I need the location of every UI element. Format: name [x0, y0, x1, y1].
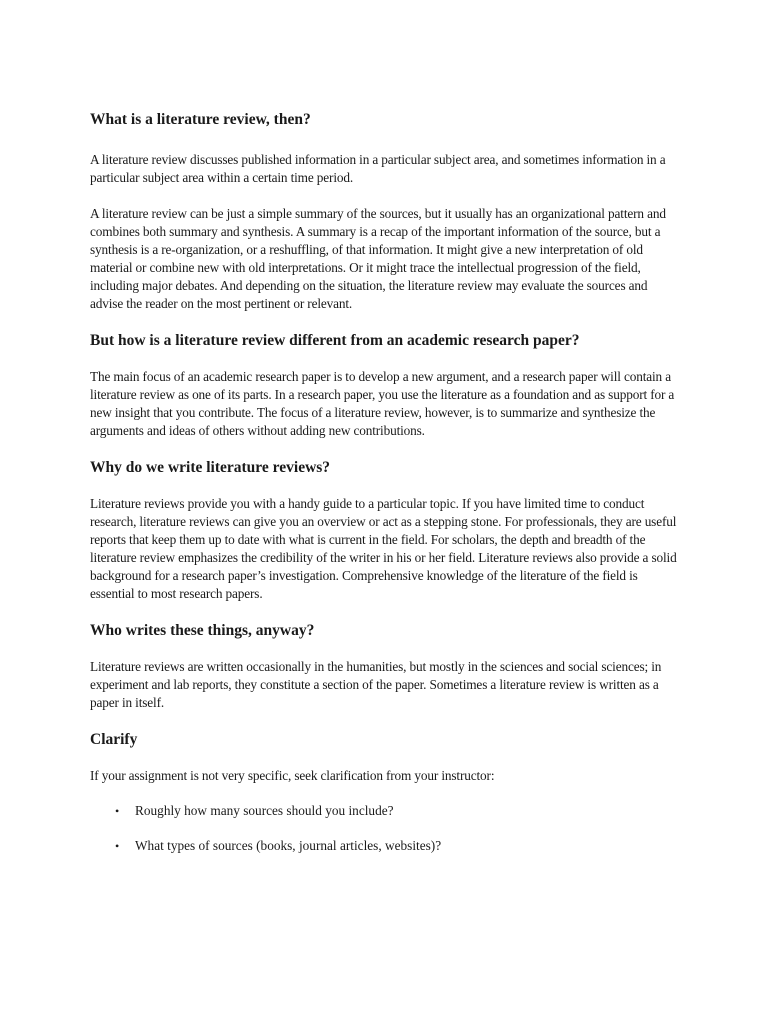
list-item-text: Roughly how many sources should you include?: [135, 803, 394, 818]
paragraph: The main focus of an academic research paper is to develop a new argument, and a research paper will contain a literature review as one of its parts. In a research paper, you use the literature as a foundation and as support for a new insight that you contribute. The focus of a literature review, however, is to summarize and synthesize the arguments and ideas of others without adding new contributions.: [90, 369, 675, 438]
list-item: [90, 837, 682, 855]
section-heading-why-write: Why do we write literature reviews?: [90, 459, 331, 476]
section-heading-clarify: Clarify: [90, 731, 138, 748]
paragraph: A literature review can be just a simple summary of the sources, but it usually has an organizational pattern and combines both summary and synthesis. A summary is a recap of the important information of the source, but a synthesis is a re-organization, or a reshuffling, of that information. It might give a new interpretation of old material or combine new with old interpretations. Or it might trace the intellectual progression of the field, including major debates. And depending on the situation, the literature review may evaluate the sources and advise the reader on the most pertinent or relevant.: [90, 206, 666, 311]
list-item: [90, 802, 682, 820]
paragraph: A literature review discusses published information in a particular subject area, and sometimes information in a particular subject area within a certain time period.: [90, 152, 666, 185]
bullet-list: [90, 802, 682, 855]
section-heading-how-different: But how is a literature review different from an academic research paper?: [90, 332, 580, 349]
document-page: [90, 110, 682, 855]
list-item-text: What types of sources (books, journal articles, websites)?: [135, 838, 442, 853]
paragraph: Literature reviews provide you with a handy guide to a particular topic. If you have limited time to conduct research, literature reviews can give you an overview or act as a stepping stone. For professionals, they are useful reports that keep them up to date with what is current in the field. For scholars, the depth and breadth of the literature review emphasizes the credibility of the writer in his or her field. Literature reviews also provide a solid background for a research paper’s investigation. Comprehensive knowledge of the literature of the field is essential to most research papers.: [90, 496, 677, 601]
bullet-icon: •: [115, 804, 120, 818]
bullet-icon: •: [115, 839, 120, 853]
paragraph: If your assignment is not very specific, seek clarification from your instructor:: [90, 768, 495, 783]
paragraph: Literature reviews are written occasionally in the humanities, but mostly in the sciences and social sciences; in experiment and lab reports, they constitute a section of the paper. Sometimes a literature review is written as a paper in itself.: [90, 659, 662, 710]
section-heading-who-writes: Who writes these things, anyway?: [90, 622, 315, 639]
section-heading-what-is: What is a literature review, then?: [90, 111, 311, 128]
